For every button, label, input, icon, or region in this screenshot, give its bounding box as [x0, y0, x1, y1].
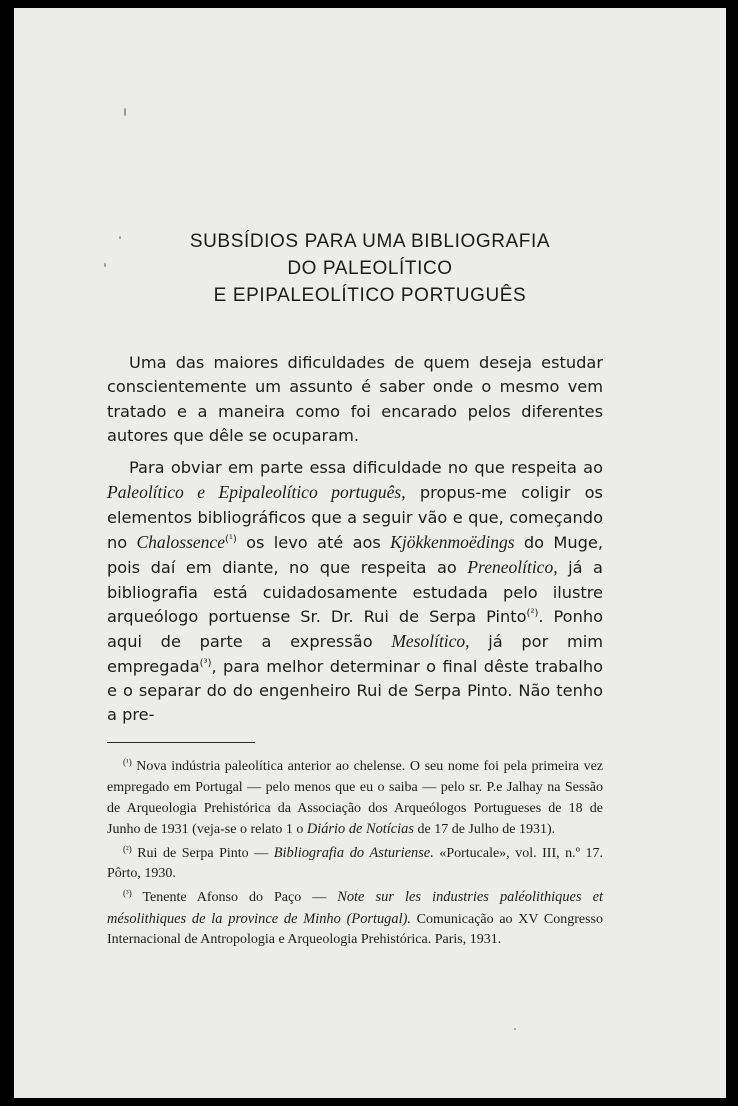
text-run: . Ponho aqui de parte a expressão	[107, 606, 603, 652]
footnote-mark: (²)	[123, 843, 132, 854]
text-run: Para obviar em parte essa dificuldade no que respeita ao	[129, 458, 603, 478]
print-speck	[124, 108, 126, 116]
footnote-2	[107, 843, 603, 885]
text-run: já a bibliografia está cuidadosamente estudada pelo ilustre arqueólogo portuense Sr. Dr. Rui de Serpa Pinto	[107, 558, 603, 626]
footnote-text: de 17 de Julho de 1931).	[413, 822, 556, 838]
footnote-italic: Bibliografia do Asturiense.	[273, 844, 434, 861]
paragraph-1: Uma das maiores dificuldades de quem deseja estudar conscientemente um assunto é saber onde o mesmo vem tratado e a maneira como foi encarado pelos diferentes autores que dêle se ocuparam.	[107, 353, 603, 445]
page	[14, 8, 726, 1098]
text-run: , para melhor determinar o final dêste trabalho e o separar do do engenheiro Rui de Serpa Pinto. Não tenho a pre-	[107, 656, 603, 725]
italic-term-kjokkenmoedings: Kjökkenmoëdings	[390, 532, 515, 553]
footnote-mark: (³)	[123, 888, 132, 899]
text-run: propus-me coligir os elementos bibliográficos que a seguir vão e que, começando no	[107, 483, 603, 553]
italic-term-paleolitico: Paleolítico e Epipaleolítico português,	[107, 482, 406, 503]
footnote-italic: Diário de Notícias	[306, 821, 414, 838]
footnote-3	[107, 887, 603, 951]
footnote-divider	[107, 742, 255, 743]
footnote-text: Tenente Afonso do Paço —	[131, 890, 338, 906]
footnote-italic: Note sur les industries paléolithiques et mésolithiques de la province de Minho (Portugal).	[107, 889, 604, 927]
article-title	[137, 228, 603, 309]
italic-term-mesolitico: Mesolítico,	[391, 631, 470, 652]
footnote-ref-1: (¹)	[224, 534, 237, 546]
text-run: já por mim empregada	[107, 632, 603, 676]
footnote-mark: (¹)	[123, 757, 132, 768]
footnote-ref-3: (³)	[199, 657, 212, 669]
footnote-ref-2: (²)	[526, 607, 539, 619]
text-run: os levo até aos	[236, 533, 391, 553]
text-run: do Muge, pois daí em diante, no que respeita ao	[107, 533, 604, 578]
italic-term-chalossence: Chalossence	[136, 532, 225, 553]
italic-term-preneolitico: Preneolítico,	[467, 557, 558, 578]
footnote-text: Rui de Serpa Pinto —	[131, 845, 274, 861]
title-line-2: DO PALEOLÍTICO	[287, 258, 453, 279]
paragraph-2	[107, 456, 603, 727]
print-speck	[514, 1028, 516, 1030]
footnotes	[107, 757, 603, 950]
footnote-text: Nova indústria paleolítica anterior ao chelense. O seu nome foi pela primeira vez empregado em Portugal — pelo menos que eu o saiba — pelo sr. P.e Jalhay na Sessão de Arqueologia Prehistórica da Associação dos Arqueólogos Portugueses de 18 de Junho de 1931 (veja-se o relato 1 o	[107, 759, 603, 838]
title-line-3: E EPIPALEOLÍTICO PORTUGUÊS	[213, 285, 527, 306]
title-line-1: SUBSÍDIOS PARA UMA BIBLIOGRAFIA	[189, 231, 551, 252]
print-speck	[104, 263, 106, 267]
article	[107, 228, 603, 951]
body-text	[107, 351, 603, 727]
footnote-text: Comunicação ao XV Congresso Internacional de Antropologia e Arqueologia Prehistórica. Paris, 1931.	[107, 911, 603, 948]
footnote-text: «Portucale», vol. III, n.º 17. Pôrto, 1930.	[107, 845, 603, 882]
footnote-1	[107, 757, 603, 840]
